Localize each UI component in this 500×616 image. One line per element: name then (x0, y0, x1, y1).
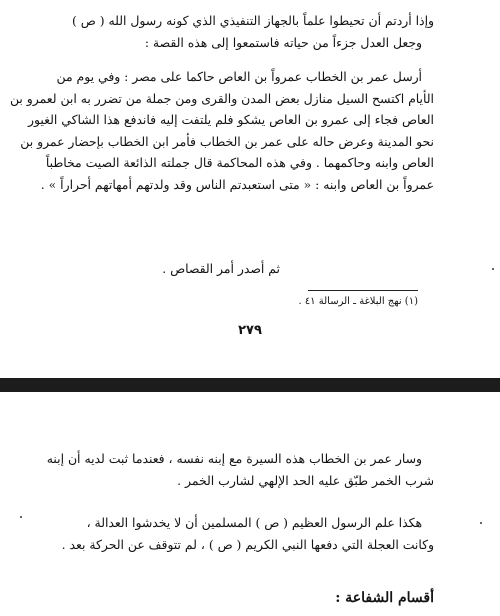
intro-line-2: وجعل العدل جزءاً من حياته فاستمعوا إلى هذه القصة : (144, 34, 422, 50)
story-line-3: العاص فجاء إلى عمرو بن العاص يشكو فلم يلتفت إليه فاندفع هذا الشاكي الغيور (27, 112, 434, 127)
page-number: ٢٧٩ (238, 323, 262, 338)
story-line-5: العاص وابنه وحاكمهما . وفي هذه المحاكمة قال جملته الذائعة الصيت مخاطباً (45, 155, 434, 170)
justice-line-2: وكانت العجلة التي دفعها النبي الكريم ( ص ) ، لم تتوقف عن الحركة بعد . (61, 536, 434, 552)
verdict-line: ثم أصدر أمر القصاص . (162, 261, 280, 276)
page-separator-band (0, 378, 500, 392)
bottom-page (0, 392, 500, 616)
justice-paragraph (44, 512, 434, 555)
story-line-1: أرسل عمر بن الخطاب عمرواً بن العاص حاكما على مصر : وفي يوم من (56, 69, 422, 84)
wine-paragraph (44, 448, 434, 491)
story-paragraph (9, 66, 434, 195)
footnote: (١) نهج البلاغة ـ الرسالة ٤١ . (298, 296, 418, 307)
story-line-6: عمرواً بن العاص وابنه : « متى استعبدتم الناس وقد ولدتهم أمهاتهم أحراراً » . (40, 176, 434, 192)
footnote-divider (308, 290, 418, 291)
justice-line-1: هكذا علم الرسول العظيم ( ص ) المسلمين أن لا يخدشوا العدالة ، (86, 515, 422, 530)
wine-line-2: شرب الخمر طبّق عليه الحد الإلهي لشارب الخمر . (177, 472, 434, 488)
intro-paragraph (44, 10, 434, 53)
margin-dot-mark (480, 522, 482, 524)
intro-line-1: وإذا أردتم أن تحيطوا علماً بالجهاز التنفيذي الذي كونه رسول الله ( ص ) (72, 13, 434, 28)
story-line-2: الأيام اكتسح السيل منازل بعض المدن والقرى ومن جملة من تضرر به ابن لعمرو بن (9, 90, 434, 106)
margin-dot-mark (20, 516, 22, 518)
story-line-4: نحو المدينة وعرض حاله على عمر بن الخطاب فأمر ابن الخطاب بإحضار عمرو بن (20, 133, 434, 149)
margin-dot-mark (492, 268, 494, 270)
wine-line-1: وسار عمر بن الخطاب هذه السيرة مع إبنه نفسه ، فعندما ثبت لديه أن إبنه (46, 451, 422, 466)
section-title: أقسام الشفاعة : (335, 590, 434, 606)
